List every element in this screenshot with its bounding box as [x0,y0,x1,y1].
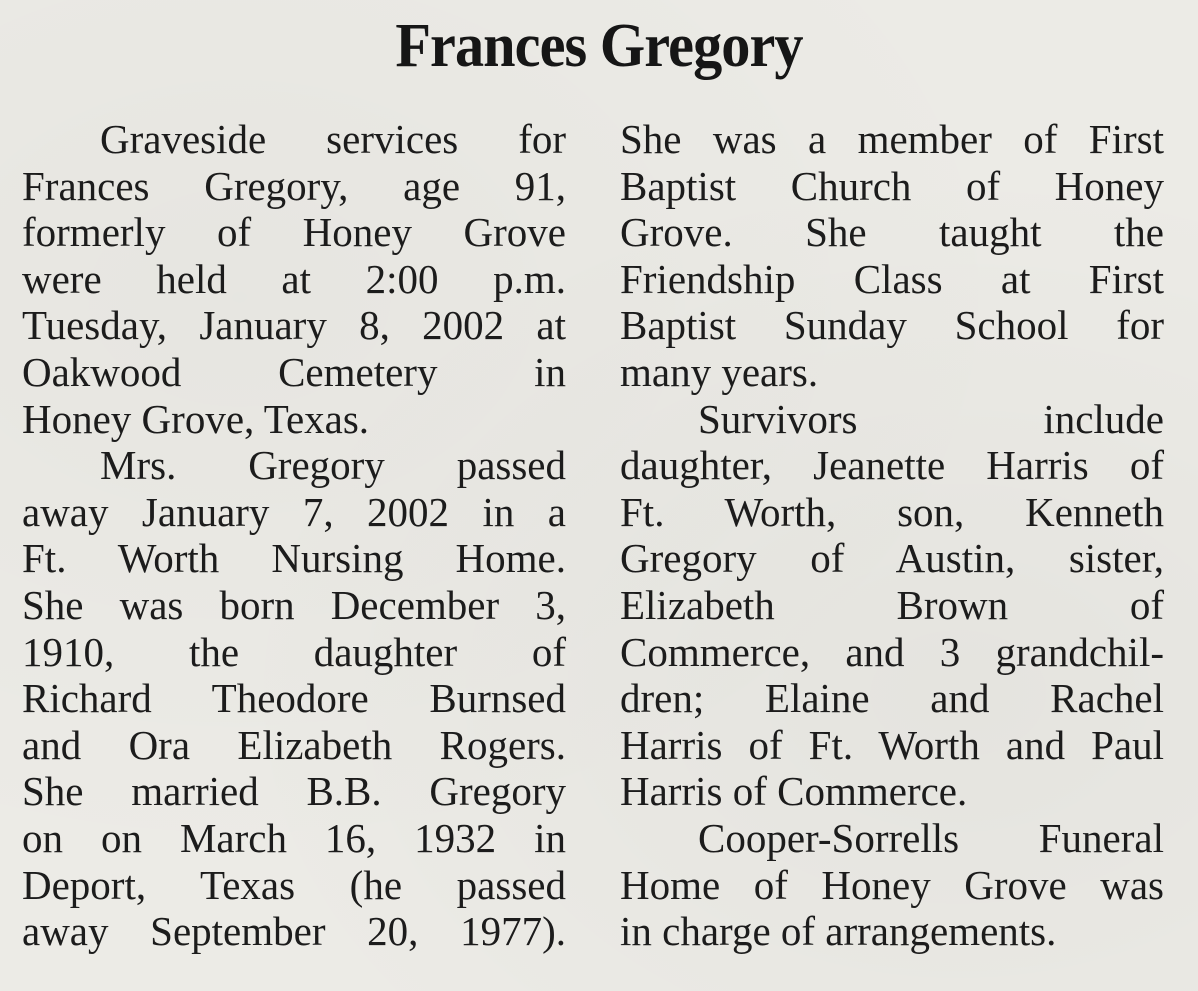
text-line: daughter, Jeanette Harris of [620,442,1164,489]
text-line: Elizabeth Brown of [620,581,1164,628]
text-line: She married B.B. Gregory [22,768,566,815]
text-line: Harris of Ft. Worth and Paul [620,721,1164,768]
text-line: Gregory of Austin, sister, [620,535,1164,582]
text-line: 1910, the daughter of [22,628,566,675]
right-column [620,116,1164,955]
text-line: Graveside services for [100,116,566,162]
text-line: were held at 2:00 p.m. [22,255,566,302]
text-line: Richard Theodore Burnsed [22,675,566,722]
text-line: on on March 16, 1932 in [22,814,566,861]
left-column [22,116,566,955]
text-line: She was a member of First [620,116,1164,162]
text-line: dren; Elaine and Rachel [620,675,1164,722]
text-line: Tuesday, January 8, 2002 at [22,302,566,349]
text-line: She was born December 3, [22,581,566,628]
text-line: Oakwood Cemetery in [22,348,566,395]
text-line: formerly of Honey Grove [22,209,566,256]
text-line: Deport, Texas (he passed [22,861,566,908]
text-line: Frances Gregory, age 91, [22,162,566,209]
text-line: Honey Grove, Texas. [22,395,370,442]
text-line: Grove. She taught the [620,209,1164,256]
obituary-title: Frances Gregory [395,12,803,80]
text-line: Commerce, and 3 grandchil- [620,628,1164,675]
text-line: Baptist Sunday School for [620,302,1164,349]
text-line: Home of Honey Grove was [620,861,1164,908]
text-line: away January 7, 2002 in a [22,488,566,535]
text-line: Baptist Church of Honey [620,162,1164,209]
text-line: away September 20, 1977). [22,908,566,955]
text-line: Harris of Commerce. [620,768,968,815]
text-line: and Ora Elizabeth Rogers. [22,721,566,768]
text-line: Cooper-Sorrells Funeral [698,814,1164,861]
text-line: Friendship Class at First [620,255,1164,302]
text-line: in charge of arrangements. [620,908,1057,955]
text-line: Ft. Worth Nursing Home. [22,535,566,582]
text-line: many years. [620,348,819,395]
text-line: Mrs. Gregory passed [100,442,566,489]
text-line: Ft. Worth, son, Kenneth [620,488,1164,535]
text-line: Survivors include [698,395,1164,442]
